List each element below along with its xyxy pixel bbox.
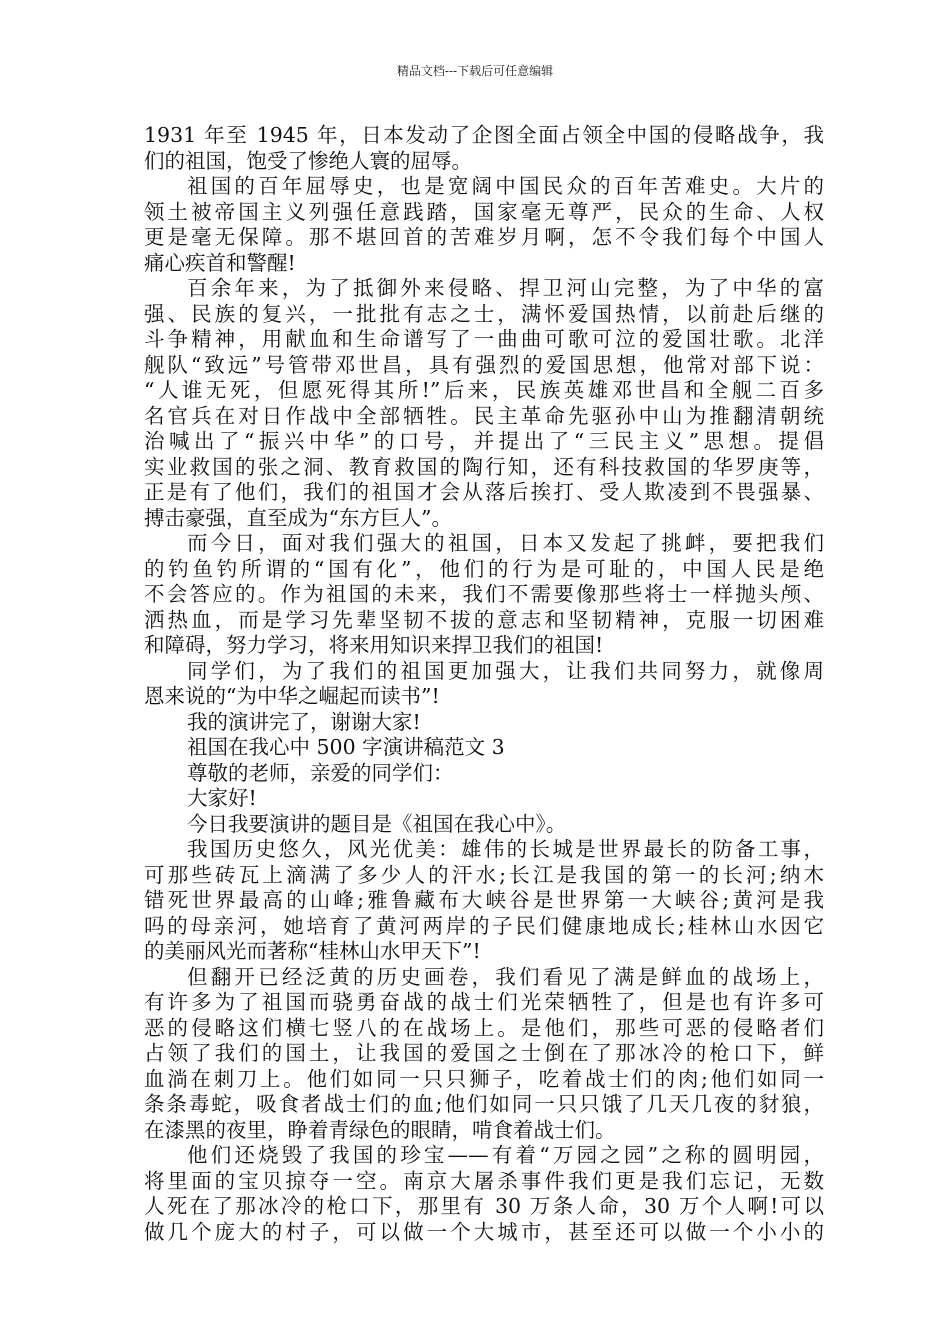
text-line: 祖国的百年屈辱史，也是宽阔中国民众的百年苦难史。大片的 — [187, 174, 824, 198]
text-line: 领土被帝国主义列强任意践踏，国家毫无尊严，民众的生命、人权 — [144, 199, 824, 224]
page-header: 精品文档---下载后可任意编辑 — [396, 64, 554, 78]
text-line: 将里面的宝贝掠夺一空。南京大屠杀事件我们更是我们忘记，无数 — [144, 1168, 824, 1193]
text-line: 洒热血，而是学习先辈坚韧不拔的意志和坚韧精神，克服一切困难 — [144, 607, 824, 632]
text-line: 正是有了他们，我们的祖国才会从落后挨打、受人欺凌到不畏强暴、 — [144, 480, 824, 504]
text-line: 错死世界最高的山峰;雅鲁藏布大峡谷是世界第一大峡谷;黄河是我 — [144, 888, 824, 912]
text-line: 但翻开已经泛黄的历史画卷，我们看见了满是鲜血的战场上， — [187, 964, 824, 989]
text-line: 恩来说的“为中华之崛起而读书”! — [144, 684, 440, 708]
document-body — [144, 123, 824, 1245]
text-line: 做几个庞大的村子，可以做一个大城市，甚至还可以做一个小小的 — [144, 1219, 824, 1244]
text-line: 的钓鱼钓所谓的“国有化”，他们的行为是可耻的，中国人民是绝 — [144, 556, 824, 581]
text-line: 恶的侵略这们横七竖八的在战场上。是他们，那些可恶的侵略者们 — [144, 1015, 824, 1040]
text-line: 祖国在我心中 500 字演讲稿范文 3 — [187, 735, 505, 759]
text-line: 同学们，为了我们的祖国更加强大，让我们共同努力，就像周 — [187, 658, 824, 683]
text-line: 人死在了那冰冷的枪口下，那里有 30 万条人命，30 万个人啊!可以 — [144, 1194, 824, 1218]
text-line: 百余年来，为了抵御外来侵略、捍卫河山完整，为了中华的富 — [187, 276, 824, 300]
text-line: 他们还烧毁了我国的珍宝——有着“万园之园”之称的圆明园， — [187, 1143, 824, 1167]
text-line: 血淌在刺刀上。他们如同一只只狮子，吃着战士们的肉;他们如同一 — [144, 1066, 824, 1091]
text-line: 更是毫无保障。那不堪回首的苦难岁月啊，怎不令我们每个中国人 — [144, 225, 824, 249]
text-line: 和障碍，努力学习，将来用知识来捍卫我们的祖国! — [144, 633, 604, 657]
text-line: 而今日，面对我们强大的祖国，日本又发起了挑衅，要把我们 — [187, 531, 824, 555]
text-line: 斗争精神，用献血和生命谱写了一曲曲可歌可泣的爱国壮歌。北洋 — [144, 327, 824, 351]
text-line: 我的演讲完了，谢谢大家! — [187, 709, 421, 734]
text-line: 吗的母亲河，她培育了黄河两岸的子民们健康地成长;桂林山水因它 — [144, 913, 824, 938]
text-line: 条条毒蛇，吸食者战士们的血;他们如同一只只饿了几天几夜的豺狼， — [144, 1092, 824, 1116]
text-line: 今日我要演讲的题目是《祖国在我心中》。 — [187, 811, 567, 836]
text-line: 占领了我们的国土，让我国的爱国之士倒在了那冰冷的枪口下，鲜 — [144, 1041, 824, 1065]
text-line: 尊敬的老师，亲爱的同学们： — [187, 760, 454, 785]
text-line: 大家好! — [187, 786, 257, 810]
text-line: 痛心疾首和警醒! — [144, 250, 296, 275]
text-line: 1931 年至 1945 年，日本发动了企图全面占领全中国的侵略战争，我 — [144, 123, 824, 147]
text-line: 搏击豪强，直至成为“东方巨人”。 — [144, 505, 452, 530]
text-line: 的美丽风光而著称“桂林山水甲天下”! — [144, 939, 481, 963]
text-line: 舰队“致远”号管带邓世昌，具有强烈的爱国思想，他常对部下说： — [144, 352, 824, 377]
text-line: 可那些砖瓦上滴满了多少人的汗水;长江是我国的第一的长河;纳木 — [144, 862, 824, 887]
text-line: 强、民族的复兴，一批批有志之士，满怀爱国热情，以前赴后继的 — [144, 301, 824, 326]
text-line: 名官兵在对日作战中全部牺牲。民主革命先驱孙中山为推翻清朝统 — [144, 403, 824, 428]
text-line: 们的祖国，饱受了惨绝人寰的屈辱。 — [144, 148, 472, 173]
text-line: 治喊出了“振兴中华”的口号，并提出了“三民主义”思想。提倡 — [144, 429, 824, 453]
text-line: 不会答应的。作为祖国的未来，我们不需要像那些将士一样抛头颅、 — [144, 582, 824, 606]
text-line: 我国历史悠久，风光优美：雄伟的长城是世界最长的防备工事， — [187, 837, 824, 861]
text-line: 实业救国的张之洞、教育救国的陶行知，还有科技救国的华罗庚等， — [144, 454, 824, 479]
text-line: 在漆黑的夜里，睁着青绿色的眼睛，啃食着战士们。 — [144, 1117, 616, 1142]
text-line: 有许多为了祖国而骁勇奋战的战士们光荣牺牲了，但是也有许多可 — [144, 990, 824, 1014]
text-line: “人谁无死，但愿死得其所!”后来，民族英雄邓世昌和全舰二百多 — [144, 378, 824, 402]
